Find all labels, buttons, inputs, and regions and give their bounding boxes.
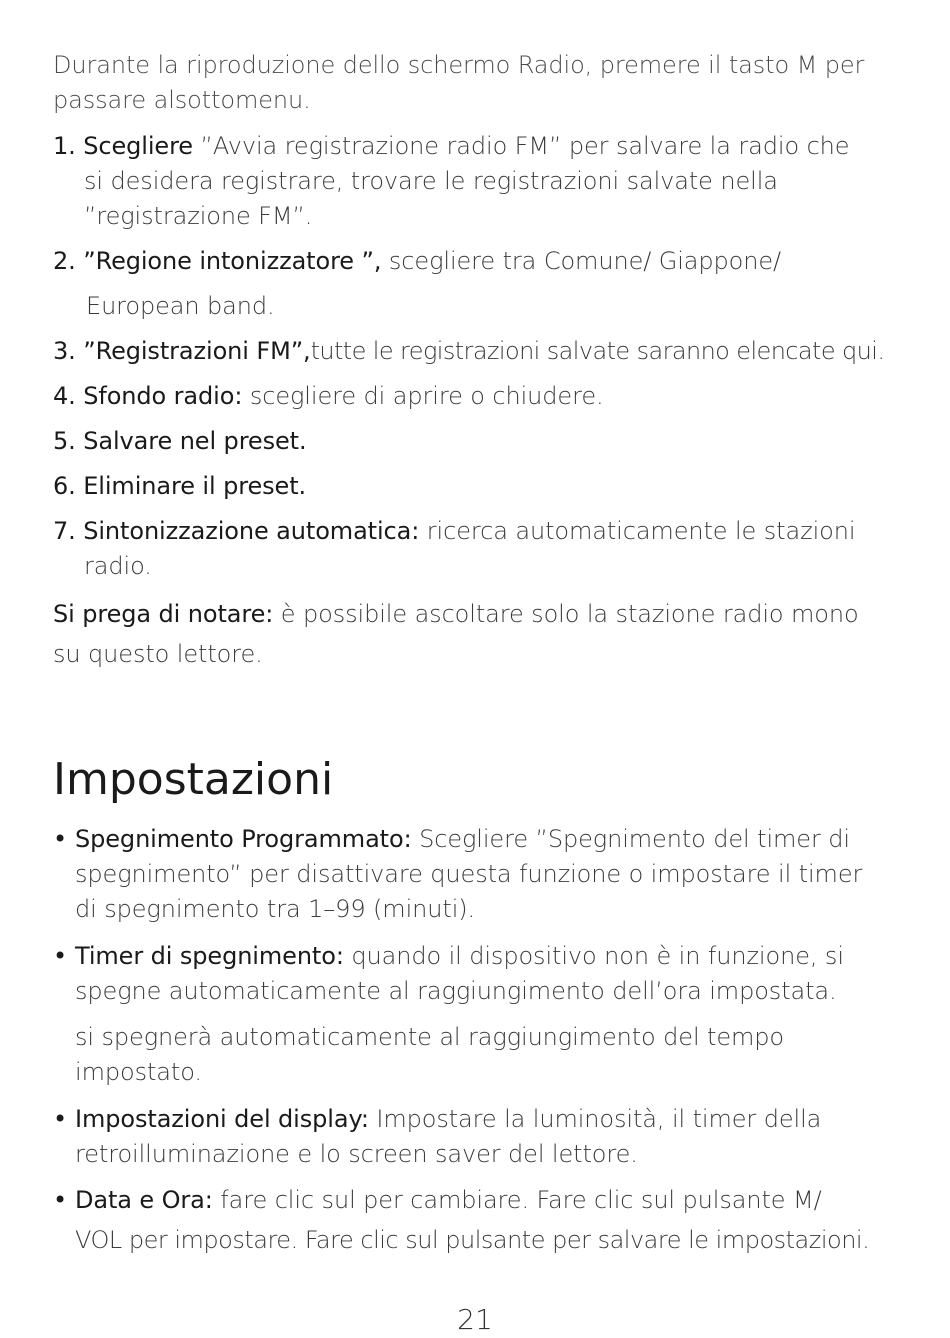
list-item-1 (53, 129, 849, 164)
bullet-head: Timer di spegnimento: (75, 942, 344, 970)
list-item-number: 2. (53, 247, 76, 275)
note-line-1 (53, 597, 859, 632)
bullet-head: Data e Ora: (75, 1186, 213, 1214)
bullet-item-4 (53, 1183, 822, 1218)
continuation-line-2: impostato. (75, 1058, 202, 1086)
list-item-head: Eliminare il preset. (83, 472, 307, 500)
bullet-head: Spegnimento Programmato: (75, 825, 412, 853)
list-item-text: scegliere tra Comune/ Giappone/ (381, 247, 782, 275)
list-item-6 (53, 469, 306, 504)
note-line-2: su questo lettore. (53, 640, 263, 668)
list-item-3 (53, 334, 884, 369)
list-item-head: ”Registrazioni FM”, (83, 337, 311, 365)
list-item-2 (53, 244, 781, 279)
bullet-item-1-line-2: spegnimento” per disattivare questa funzione o impostare il timer (75, 860, 863, 888)
bullet-item-2-line-2: spegne automaticamente al raggiungimento dell’ora impostata. (75, 977, 837, 1005)
bullet-text: Scegliere ”Spegnimento del timer di (411, 825, 850, 853)
bullet-text: fare clic sul per cambiare. Fare clic sul pulsante M/ (212, 1186, 822, 1214)
list-item-head: ”Regione intonizzatore ”, (83, 247, 382, 275)
list-item-number: 5. (53, 427, 76, 455)
bullet-item-4-line-2: VOL per impostare. Fare clic sul pulsante per salvare le impostazioni. (75, 1226, 870, 1254)
note-head: Si prega di notare: (53, 600, 274, 628)
list-item-7-line-2: radio. (84, 552, 152, 580)
note-text: è possibile ascoltare solo la stazione radio mono (273, 600, 859, 628)
bullet-icon: • (53, 1186, 68, 1214)
list-item-text: tutte le registrazioni salvate saranno elencate qui. (310, 337, 885, 365)
bullet-text: Impostare la luminosità, il timer della (368, 1105, 822, 1133)
list-item-head: Sintonizzazione automatica: (83, 517, 420, 545)
list-item-2-line-2: European band. (86, 292, 275, 320)
list-item-text: scegliere di aprire o chiudere. (242, 382, 604, 410)
list-item-1-line-3: ”registrazione FM”. (84, 202, 313, 230)
list-item-text: ricerca automaticamente le stazioni (419, 517, 856, 545)
bullet-head: Impostazioni del display: (75, 1105, 369, 1133)
list-item-number: 4. (53, 382, 76, 410)
bullet-text: quando il dispositivo non è in funzione, si (343, 942, 844, 970)
bullet-item-1 (53, 822, 850, 857)
section-title: Impostazioni (53, 754, 334, 805)
intro-line-1: Durante la riproduzione dello schermo Radio, premere il tasto M per (53, 51, 865, 79)
list-item-5 (53, 424, 307, 459)
list-item-head: Scegliere (83, 132, 193, 160)
list-item-number: 6. (53, 472, 76, 500)
list-item-number: 3. (53, 337, 76, 365)
continuation-line-1: si spegnerà automaticamente al raggiungimento del tempo (75, 1023, 785, 1051)
bullet-item-3-line-2: retroilluminazione e lo screen saver del lettore. (75, 1140, 638, 1168)
list-item-number: 1. (53, 132, 76, 160)
bullet-item-3 (53, 1102, 821, 1137)
bullet-item-1-line-3: di spegnimento tra 1–99 (minuti). (75, 895, 476, 923)
bullet-icon: • (53, 825, 68, 853)
bullet-icon: • (53, 942, 68, 970)
list-item-head: Sfondo radio: (83, 382, 243, 410)
bullet-item-2 (53, 939, 844, 974)
intro-line-2: passare alsottomenu. (53, 86, 311, 114)
list-item-7 (53, 514, 855, 549)
list-item-head: Salvare nel preset. (83, 427, 307, 455)
list-item-text: ”Avvia registrazione radio FM” per salvare la radio che (200, 132, 850, 160)
list-item-1-line-2: si desidera registrare, trovare le registrazioni salvate nella (84, 167, 778, 195)
list-item-4 (53, 379, 604, 414)
list-item-number: 7. (53, 517, 76, 545)
bullet-icon: • (53, 1105, 68, 1133)
page-number: 21 (457, 1303, 493, 1336)
